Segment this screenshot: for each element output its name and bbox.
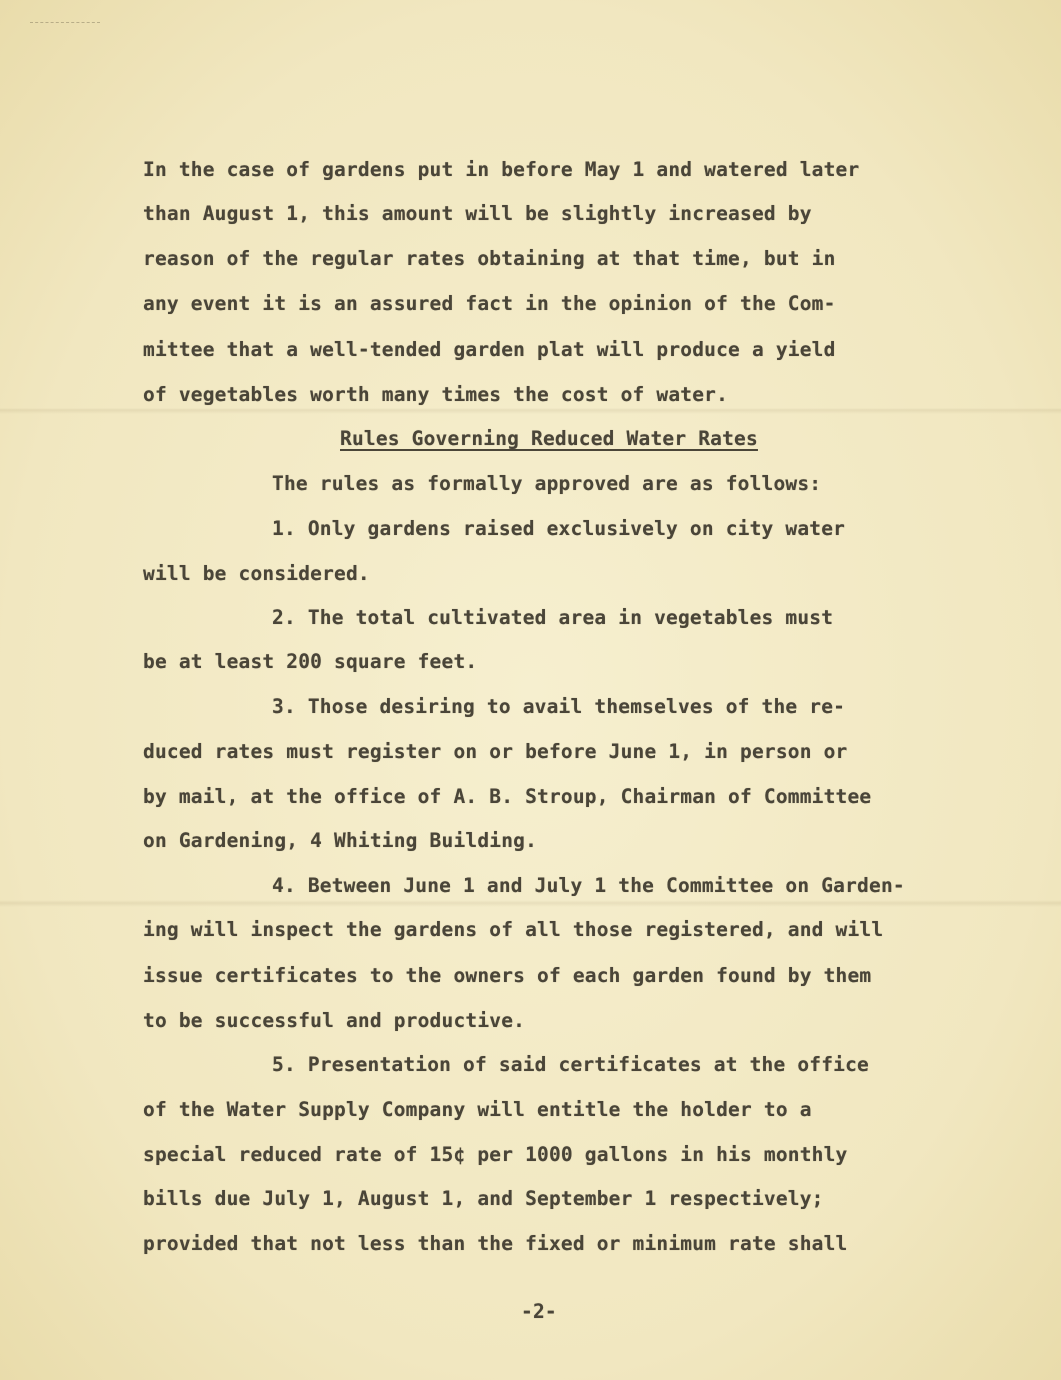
rule-5-line: provided that not less than the fixed or minimum rate shall [143, 1232, 848, 1255]
rule-4-line: ing will inspect the gardens of all those registered, and will [143, 918, 884, 941]
paragraph-line: of vegetables worth many times the cost of water. [143, 383, 729, 406]
rule-2-line: 2. The total cultivated area in vegetables must [272, 606, 834, 629]
rule-3-line: by mail, at the office of A. B. Stroup, Chairman of Committee [143, 785, 872, 808]
section-heading: Rules Governing Reduced Water Rates [340, 427, 758, 450]
paragraph-line: any event it is an assured fact in the opinion of the Com- [143, 292, 836, 315]
corner-smudge [30, 22, 100, 27]
rule-4-line: 4. Between June 1 and July 1 the Committee on Garden- [272, 874, 905, 897]
rule-5-line: bills due July 1, August 1, and September 1 respectively; [143, 1187, 824, 1210]
paragraph-line: reason of the regular rates obtaining at that time, but in [143, 247, 836, 270]
rule-5-line: of the Water Supply Company will entitle the holder to a [143, 1098, 812, 1121]
paragraph-line: than August 1, this amount will be slightly increased by [143, 202, 812, 225]
rule-5-line: special reduced rate of 15¢ per 1000 gallons in his monthly [143, 1143, 848, 1166]
paragraph-line: mittee that a well-tended garden plat will produce a yield [143, 338, 836, 361]
rule-1-line: 1. Only gardens raised exclusively on city water [272, 517, 846, 540]
rule-5-line: 5. Presentation of said certificates at the office [272, 1053, 869, 1076]
rule-4-line: issue certificates to the owners of each garden found by them [143, 964, 872, 987]
rule-4-line: to be successful and productive. [143, 1009, 526, 1032]
paragraph-line: In the case of gardens put in before May 1 and watered later [143, 158, 860, 181]
rule-3-line: 3. Those desiring to avail themselves of the re- [272, 695, 846, 718]
rule-2-line: be at least 200 square feet. [143, 650, 478, 673]
rule-3-line: duced rates must register on or before June 1, in person or [143, 740, 848, 763]
page-number: -2- [521, 1300, 557, 1323]
rule-1-line: will be considered. [143, 562, 370, 585]
intro-line: The rules as formally approved are as follows: [272, 472, 822, 495]
rule-3-line: on Gardening, 4 Whiting Building. [143, 829, 538, 852]
